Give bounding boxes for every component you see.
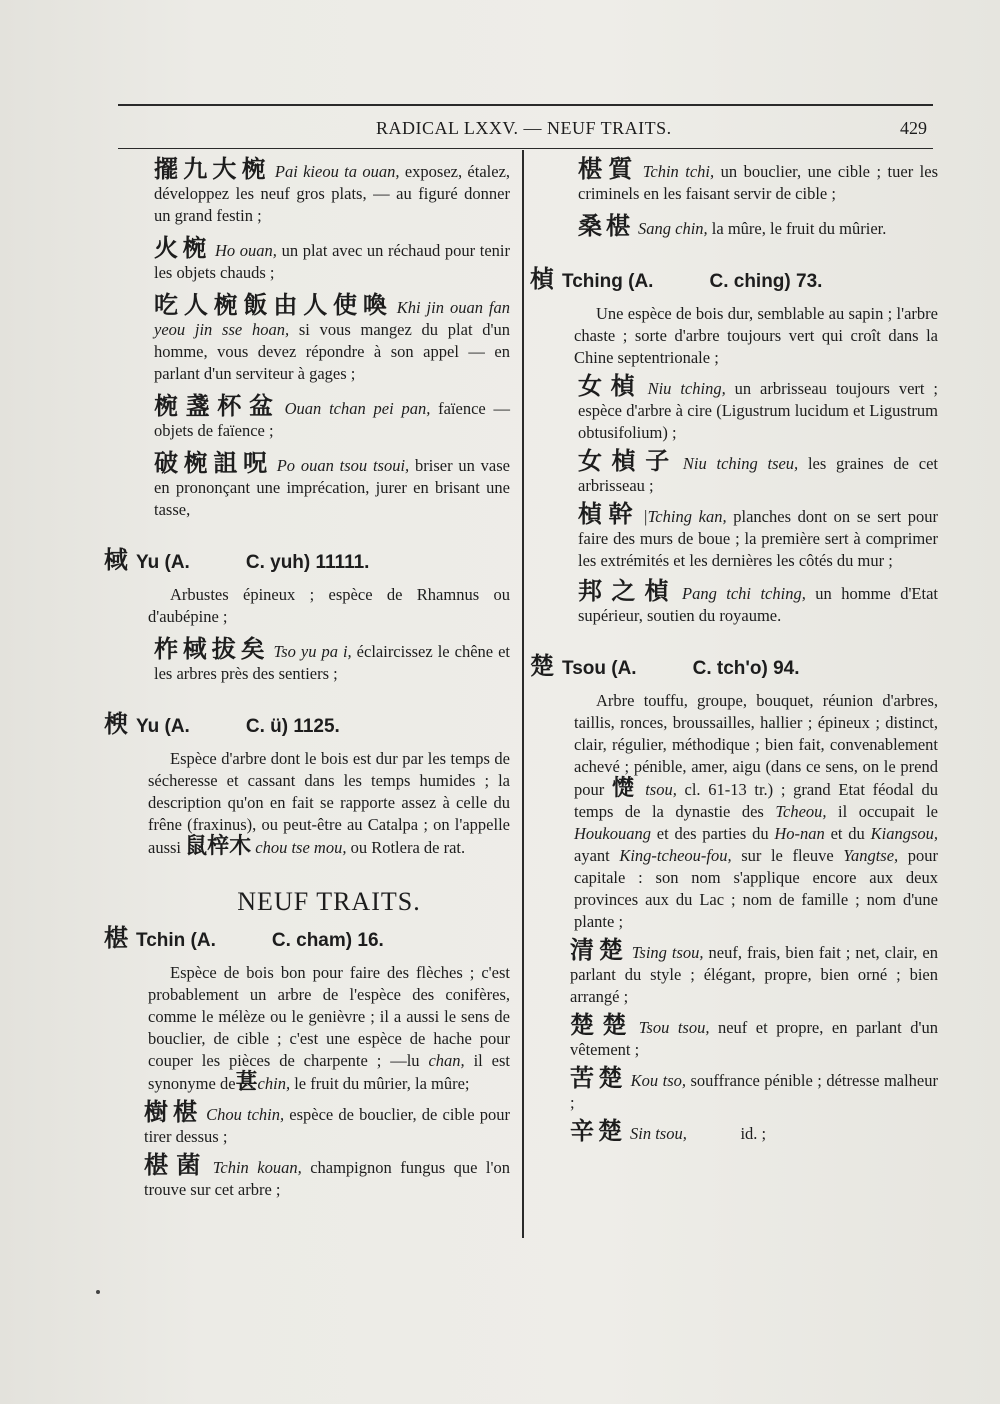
gloss: éclaircissez le chêne et les arbres près des sentiers ; xyxy=(154,642,511,683)
transliteration: chin, xyxy=(257,1074,291,1093)
header-rule-bottom xyxy=(118,148,933,149)
gloss: exposez, étalez, développez les neuf gros plats, — au figuré donner un grand festin ; xyxy=(154,162,511,225)
example-entry xyxy=(104,1098,511,1148)
gloss: id. ; xyxy=(686,1124,767,1143)
head-character: 棫 xyxy=(104,546,128,574)
character-heading xyxy=(104,710,510,738)
example-entry xyxy=(104,1151,510,1201)
transliteration: Pai kieou ta ouan, xyxy=(274,162,400,181)
column-divider xyxy=(522,150,524,1238)
example-entry xyxy=(104,392,511,442)
transliteration: Tchin kouan, xyxy=(212,1158,302,1177)
example-entry xyxy=(104,155,511,227)
definition xyxy=(104,962,510,1095)
heading-cantonese: C. cham) 16. xyxy=(271,930,384,951)
transliteration: chan, xyxy=(428,1051,465,1070)
transliteration: chou tse mou, xyxy=(255,838,347,857)
definition xyxy=(530,690,938,933)
gloss: briser un vase en prononçant une imprécation, jurer en brisant une tasse, xyxy=(154,456,510,519)
definition-text: il occupait le xyxy=(826,802,938,821)
chinese-phrase: 苦楚 xyxy=(570,1064,627,1092)
definition-text: et du xyxy=(824,824,871,843)
gloss: un arbrisseau toujours vert ; espèce d'arbre à cire (Ligustrum lucidum et Ligustrum obtusifolium) ; xyxy=(578,379,938,442)
gloss: planches dont on se sert pour faire des murs de boue ; la première sert à comprimer les extrémités et les dernières les côtés du mur ; xyxy=(578,507,939,570)
definition-text: Espèce de bois bon pour faire des flèches ; c'est probablement un arbre de l'espèce des conifères, comme le mélèze ou le genièvre ; il a aussi le sens de bouclier, de cible ; c'est une espèce de hache pour couper les pièces de charpente ; —lu xyxy=(148,963,510,1070)
definition xyxy=(104,748,510,859)
chinese-phrase: 椹質 xyxy=(578,155,639,183)
definition: Arbustes épineux ; espèce de Rhamnus ou d'aubépine ; xyxy=(148,585,510,626)
heading-reading: Tchin (A. xyxy=(136,930,216,951)
gloss: champignon fungus que l'on trouve sur cet arbre ; xyxy=(144,1158,510,1199)
example-entry xyxy=(530,155,938,205)
head-character: 楰 xyxy=(104,710,128,738)
transliteration: Khi jin ouan fan yeou jin sse hoan, xyxy=(154,298,510,339)
transliteration: Houkouang xyxy=(574,824,651,843)
transliteration: Sang chin, xyxy=(638,219,708,238)
heading-cantonese: C. tch'o) 94. xyxy=(692,658,800,679)
chinese-phrase: 椀盞杯盆 xyxy=(154,392,281,420)
chinese-phrase: 女楨子 xyxy=(578,447,679,475)
transliteration: Tchin tchi, xyxy=(642,162,715,181)
gloss: un homme d'Etat supérieur, soutien du royaume. xyxy=(578,584,938,625)
definition-text: et des parties du xyxy=(651,824,775,843)
chinese-phrase: 椹菌 xyxy=(144,1151,209,1179)
transliteration: Kou tso, xyxy=(630,1071,687,1090)
gloss: faïence — objets de faïence ; xyxy=(154,399,511,440)
definition-text: cl. 61-13 tr.) ; grand Etat féodal du temps de la dynastie des xyxy=(574,780,939,821)
example-entry xyxy=(104,449,510,521)
gloss: neuf et propre, en parlant d'un vêtement ; xyxy=(570,1018,938,1059)
heading-reading: Yu (A. xyxy=(136,716,190,737)
chinese-phrase: 憷 xyxy=(611,776,638,801)
page-number: 429 xyxy=(900,118,927,138)
definition-text: il est synonyme de xyxy=(148,1051,510,1093)
left-column xyxy=(104,155,511,1201)
gloss: espèce de bouclier, de cible pour tirer dessus ; xyxy=(144,1105,511,1146)
running-title: RADICAL LXXV. — NEUF TRAITS. xyxy=(376,118,672,138)
right-column xyxy=(530,155,939,1145)
example-entry xyxy=(530,447,938,497)
transliteration: Tso yu pa i, xyxy=(273,642,352,661)
heading-cantonese: C. ü) 1125. xyxy=(245,716,340,737)
heading-cantonese: C. yuh) 11111. xyxy=(245,552,370,573)
character-heading xyxy=(104,546,510,574)
transliteration: Niu tching, xyxy=(647,379,726,398)
example-entry xyxy=(104,234,510,284)
heading-reading: Tching (A. xyxy=(562,271,654,292)
gloss: les graines de cet arbrisseau ; xyxy=(578,454,938,495)
chinese-phrase: 楨幹 xyxy=(578,500,640,528)
transliteration: Tcheou, xyxy=(775,802,827,821)
chinese-phrase: 清楚 xyxy=(570,936,628,964)
chinese-phrase: 女楨 xyxy=(578,372,644,400)
example-entry xyxy=(104,635,511,685)
chinese-phrase: 柞棫拔矣 xyxy=(154,635,270,663)
definition-text: sur le fleuve xyxy=(731,846,844,865)
head-character: 椹 xyxy=(104,924,128,952)
chinese-phrase: 破椀詛呪 xyxy=(154,449,273,477)
transliteration: |Tching kan, xyxy=(643,507,727,526)
ink-speck xyxy=(96,1290,100,1294)
heading-reading: Yu (A. xyxy=(136,552,190,573)
transliteration: Tsou tsou, xyxy=(638,1018,710,1037)
example-entry xyxy=(104,291,510,385)
gloss: un plat avec un réchaud pour tenir les objets chauds ; xyxy=(154,241,510,282)
character-heading xyxy=(104,924,510,952)
example-entry xyxy=(530,1011,938,1061)
chinese-phrase: 辛楚 xyxy=(570,1117,626,1145)
chinese-phrase: 鼠梓木 xyxy=(185,834,252,859)
example-entry xyxy=(530,212,938,240)
head-character: 楨 xyxy=(530,265,554,293)
example-entry xyxy=(530,1117,938,1145)
transliteration: Yangtse, xyxy=(843,846,899,865)
chinese-phrase: 擺九大椀 xyxy=(154,155,271,183)
gloss: la mûre, le fruit du mûrier. xyxy=(707,219,887,238)
transliteration: Ouan tchan pei pan, xyxy=(284,399,431,418)
definition-text: le fruit du mûrier, la mûre; xyxy=(290,1074,470,1093)
transliteration: Kiangsou, xyxy=(870,824,938,843)
definition-text: ou Rotlera de rat. xyxy=(346,838,466,857)
chinese-phrase: 葚 xyxy=(235,1070,258,1095)
transliteration: tsou, xyxy=(645,780,677,799)
transliteration: Ho ouan, xyxy=(215,241,277,260)
heading-cantonese: C. ching) 73. xyxy=(709,271,823,292)
chinese-phrase: 桑椹 xyxy=(578,212,634,240)
transliteration: Chou tchin, xyxy=(206,1105,285,1124)
chinese-phrase: 火椀 xyxy=(154,234,212,262)
definition-text: pour capitale : son nom s'applique encore aux deux provinces aux du Lac ; nom de famille ; nom d'une plante ; xyxy=(574,846,938,931)
transliteration: Tsing tsou, xyxy=(631,943,704,962)
chinese-phrase: 楚楚 xyxy=(570,1011,635,1039)
character-heading xyxy=(530,652,938,680)
example-entry xyxy=(530,1064,939,1114)
heading-reading: Tsou (A. xyxy=(562,658,637,679)
gloss: un bouclier, une cible ; tuer les criminels en les faisant servir de cible ; xyxy=(578,162,938,203)
definition-text: Espèce d'arbre dont le bois est dur par les temps de sécheresse et cassant dans les temps humides ; la description qu'on en fait se rapporte assez à celle du frêne (fraxinus), ou peut-être au Catalpa ; on l'appelle aussi xyxy=(148,749,510,857)
definition-text: Arbre touffu, groupe, bouquet, réunion d'arbres, taillis, ronces, broussailles, hallier ; épineux ; distinct, clair, régulier, méthodique ; bien fait, convenablement achevé ; pénible, amer, aigu (dans ce sens, on le prend pour xyxy=(574,691,938,799)
transliteration: Po ouan tsou tsoui, xyxy=(276,456,410,475)
transliteration: King-tcheou-fou, xyxy=(619,846,732,865)
character-heading xyxy=(530,265,938,293)
transliteration: Ho-nan xyxy=(774,824,825,843)
chinese-phrase: 邦之楨 xyxy=(578,577,678,605)
transliteration: Pang tchi tching, xyxy=(681,584,806,603)
head-character: 楚 xyxy=(530,652,554,680)
example-entry xyxy=(530,936,938,1008)
gloss: neuf, frais, bien fait ; net, clair, en parlant du style ; élégant, propre, bien orné ; bien arrangé ; xyxy=(570,943,938,1006)
chinese-phrase: 吃人椀飯由人使喚 xyxy=(154,291,393,319)
transliteration: Sin tsou, xyxy=(630,1124,687,1143)
page-header xyxy=(118,104,933,150)
gloss: souffrance pénible ; détresse malheur ; xyxy=(570,1071,939,1112)
example-entry xyxy=(530,577,938,627)
transliteration: Niu tching tseu, xyxy=(682,454,799,473)
example-entry xyxy=(530,372,938,444)
header-rule-top xyxy=(118,104,933,106)
definition: Une espèce de bois dur, semblable au sapin ; l'arbre chaste ; sorte d'arbre toujours vert qui croît dans la Chine septentrionale ; xyxy=(574,304,938,367)
definition-text: ayant xyxy=(574,846,620,865)
example-entry xyxy=(530,500,939,572)
gloss: si vous mangez du plat d'un homme, vous devez répondre à son appel — en parlant d'un serviteur à gages ; xyxy=(154,320,510,383)
chinese-phrase: 樹椹 xyxy=(144,1098,203,1126)
section-title: NEUF TRAITS. xyxy=(237,887,421,916)
